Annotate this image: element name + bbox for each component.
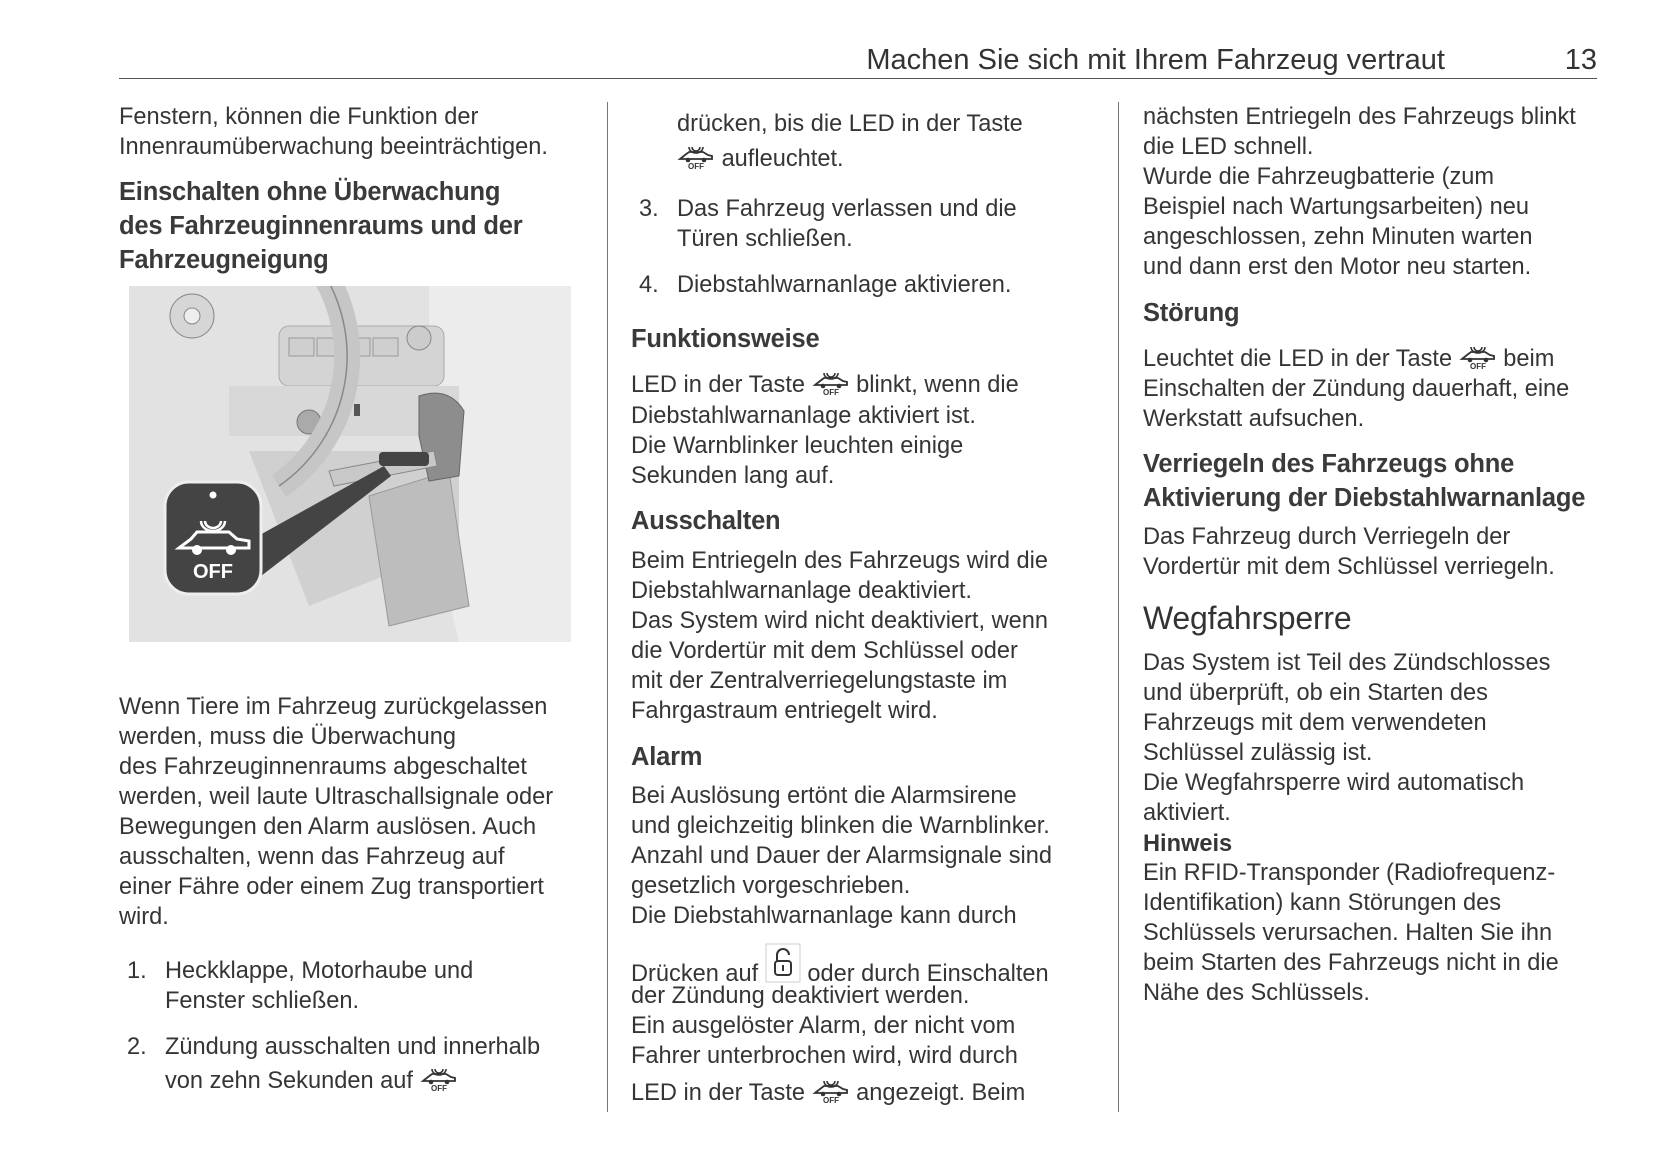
text: aufleuchtet.	[721, 146, 844, 172]
section-heading: Funktionsweise	[631, 325, 820, 353]
paragraph-line	[631, 1078, 1025, 1108]
section-heading: Alarm	[631, 743, 703, 771]
list-item-line	[165, 1066, 458, 1096]
section-heading: Ausschalten	[631, 507, 781, 535]
section-heading: Störung	[1143, 299, 1240, 327]
text: blinkt, wenn die	[856, 372, 1019, 398]
text: angezeigt. Beim	[856, 1080, 1026, 1106]
page-number: 13	[1564, 44, 1597, 76]
list-number: 1.	[127, 958, 147, 984]
paragraph-line	[1143, 344, 1554, 374]
alarm-off-button-icon	[1459, 344, 1497, 370]
list-item: Diebstahlwarnanlage aktivieren.	[677, 272, 1012, 298]
column-divider	[1118, 102, 1119, 1112]
text: oder durch Einschalten	[807, 961, 1049, 987]
paragraph: der Zündung deaktiviert werden. Ein ausgelöster Alarm, der nicht vom Fahrer unterbrochen wird, wird durch	[631, 983, 1018, 1069]
paragraph: Wenn Tiere im Fahrzeug zurückgelassen werden, muss die Überwachung des Fahrzeuginnenraums abgeschaltet werden, weil laute Ultraschallsignale oder Bewegungen den Alarm auslösen. Auch ausschalten, wenn das Fahrzeug auf einer Fähre oder einem Zug transportiert wird.	[119, 694, 554, 930]
list-number: 3.	[639, 196, 659, 222]
callout-off-label: OFF	[193, 561, 233, 583]
alarm-off-button-icon	[812, 1078, 850, 1104]
note-label: Hinweis	[1143, 831, 1233, 857]
page-header	[119, 40, 1597, 79]
alarm-off-button-icon	[677, 144, 715, 170]
paragraph: Das System ist Teil des Zündschlosses und überprüft, ob ein Starten des Fahrzeugs mit dem verwendeten Schlüssel zulässig ist. Die Wegfahrsperre wird automatisch aktiviert.	[1143, 650, 1551, 826]
section-heading: Verriegeln des Fahrzeugs ohne Aktivierung der Diebstahlwarnanlage	[1143, 450, 1586, 512]
list-item: Zündung ausschalten und innerhalb	[165, 1034, 541, 1060]
text: LED in der Taste	[631, 1080, 805, 1106]
paragraph: Beim Entriegeln des Fahrzeugs wird die Diebstahlwarnanlage deaktiviert. Das System wird nicht deaktiviert, wenn die Vordertür mit dem Schlüssel oder mit der Zentralverriegelungstaste im Fahrgastraum entriegelt wird.	[631, 548, 1049, 724]
list-number: 4.	[639, 272, 659, 298]
text: Drücken auf	[631, 961, 759, 987]
text: beim	[1503, 346, 1555, 372]
list-item: Heckklappe, Motorhaube und Fenster schließen.	[165, 958, 474, 1014]
paragraph: Das Fahrzeug durch Verriegeln der Vordertür mit dem Schlüssel verriegeln.	[1143, 524, 1555, 580]
alarm-off-button-icon	[420, 1066, 458, 1092]
note-text: Ein RFID-Transponder (Radiofrequenz- Identifikation) kann Störungen des Schlüssels verursachen. Halten Sie ihn beim Starten des Fahrzeugs nicht in die Nähe des Schlüssels.	[1143, 860, 1559, 1006]
paragraph-line	[631, 370, 1019, 400]
text: Leuchtet die LED in der Taste	[1143, 346, 1453, 372]
alarm-off-button-icon	[812, 370, 850, 396]
list-item-text: von zehn Sekunden auf	[165, 1068, 413, 1094]
console-illustration	[129, 286, 571, 642]
paragraph: nächsten Entriegeln des Fahrzeugs blinkt die LED schnell. Wurde die Fahrzeugbatterie (zum Beispiel nach Wartungsarbeiten) neu angeschlossen, zehn Minuten warten und dann erst den Motor neu starten.	[1143, 104, 1576, 280]
text: LED in der Taste	[631, 372, 805, 398]
header-title: Machen Sie sich mit Ihrem Fahrzeug vertraut	[866, 44, 1445, 76]
paragraph: Diebstahlwarnanlage aktiviert ist. Die Warnblinker leuchten einige Sekunden lang auf.	[631, 403, 976, 489]
list-number: 2.	[127, 1034, 147, 1060]
paragraph: Einschalten der Zündung dauerhaft, eine Werkstatt aufsuchen.	[1143, 376, 1570, 432]
chapter-heading: Wegfahrsperre	[1143, 600, 1352, 636]
section-heading: Einschalten ohne Überwachung des Fahrzeuginnenraums und der Fahrzeugneigung	[119, 178, 523, 274]
paragraph-line	[677, 144, 844, 174]
paragraph: drücken, bis die LED in der Taste	[677, 111, 1023, 137]
paragraph: Fenstern, können die Funktion der Innenraumüberwachung beeinträchtigen.	[119, 104, 548, 160]
unlock-button-icon	[765, 943, 801, 983]
paragraph: Bei Auslösung ertönt die Alarmsirene und gleichzeitig blinken die Warnblinker. Anzahl und Dauer der Alarmsignale sind gesetzlich vorgeschrieben. Die Diebstahlwarnanlage kann durch	[631, 783, 1053, 929]
list-item: Das Fahrzeug verlassen und die Türen schließen.	[677, 196, 1017, 252]
column-divider	[607, 102, 608, 1112]
